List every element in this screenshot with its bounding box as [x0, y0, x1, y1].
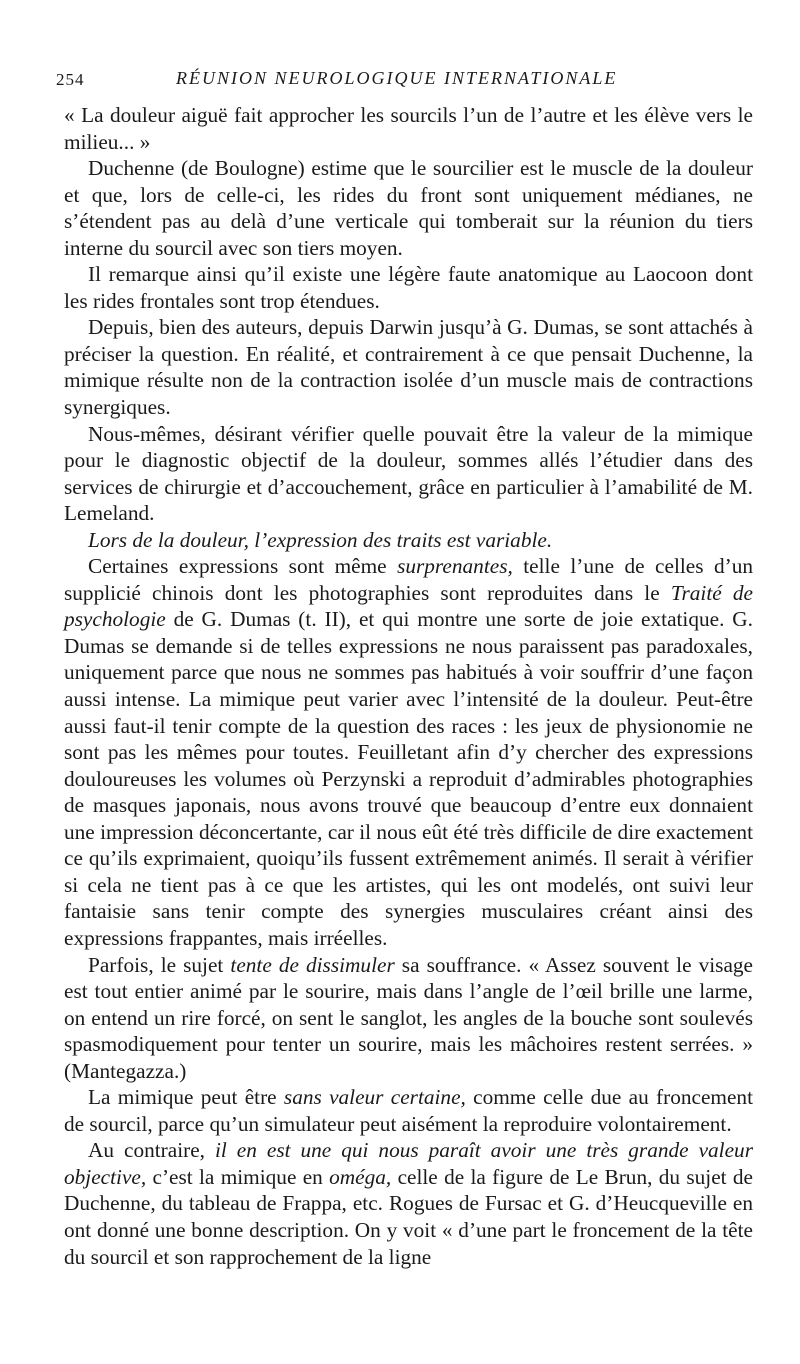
text-segment: Parfois, le sujet	[88, 952, 231, 977]
paragraph	[64, 421, 753, 527]
text-segment: « La douleur aiguë fait approcher les sourcils l’un de l’autre et les élève vers le milieu... »	[64, 103, 753, 154]
page-number: 254	[56, 70, 85, 89]
paragraph	[64, 527, 753, 554]
text-segment: celle de la figure de Le Brun, du sujet de Duchenne, du tableau de Frappa, etc. Rogues de Fursac et G. d’Heucqueville en ont donné une bonne description. On y voit « d’une part le froncement de la tête du sourcil et son rapprochement de la ligne	[64, 1164, 753, 1269]
paragraph	[64, 314, 753, 420]
text-segment: Au contraire,	[88, 1138, 215, 1163]
text-segment: c’est la mimique en	[146, 1164, 330, 1189]
text-segment: Nous-mêmes, désirant vérifier quelle pouvait être la valeur de la mimique pour le diagnostic objectif de la douleur, sommes allés l’étudier dans des services de chirurgie et d’accouchement, grâce en particulier à l’amabilité de M. Lemeland.	[64, 421, 753, 526]
paragraph	[64, 1084, 753, 1137]
italic-segment: Traité de psychologie	[64, 580, 753, 632]
italic-segment: il en est une qui nous paraît avoir une très grande valeur objective,	[64, 1138, 753, 1189]
text-segment: La mimique peut être	[88, 1085, 284, 1110]
italic-segment: surprenantes,	[397, 554, 513, 579]
text-segment: Certaines expressions sont même	[88, 554, 398, 579]
running-title: RÉUNION NEUROLOGIQUE INTERNATIONALE	[176, 68, 618, 88]
paragraph	[64, 261, 753, 314]
page-header	[56, 66, 756, 92]
paragraph	[64, 155, 753, 261]
paragraph	[64, 553, 753, 951]
text-segment: comme celle due au froncement de sourcil, parce qu’un simulateur peut aisément la reproduire volontairement.	[64, 1085, 753, 1136]
italic-segment: tente de dissimuler	[230, 952, 395, 977]
body-text	[64, 102, 753, 1270]
paragraph	[64, 1137, 753, 1270]
text-segment: Il remarque ainsi qu’il existe une légère faute anatomique au Laocoon dont les rides frontales sont trop étendues.	[64, 262, 753, 313]
text-segment: Depuis, bien des auteurs, depuis Darwin jusqu’à G. Dumas, se sont attachés à préciser la question. En réalité, et contrairement à ce que pensait Duchenne, la mimique résulte non de la contraction isolée d’un muscle mais de contractions synergiques.	[64, 315, 753, 420]
paragraph	[64, 952, 753, 1085]
text-segment: de G. Dumas (t. II), et qui montre une sorte de joie extatique. G. Dumas se demande si de telles expressions ne nous paraissent pas paradoxales, uniquement parce que nous ne sommes pas habitués à voir souffrir d’une façon aussi intense. La mimique peut varier avec l’intensité de la douleur. Peut-être aussi faut-il tenir compte de la question des races : les jeux de physionomie ne sont pas les mêmes pour toutes. Feuilletant afin d’y chercher des expressions douloureuses les volumes où Perzynski a reproduit d’admirables photographies de masques japonais, nous avons trouvé que beaucoup d’entre eux donnaient une impression déconcertante, car il nous eût été très difficile de dire exactement ce qu’ils exprimaient, quoiqu’ils fussent extrêmement animés. Il serait à vérifier si cela ne tient pas à ce que les artistes, qui les ont modelés, ont suivi leur fantaisie sans tenir compte des synergies musculaires créant ainsi des expressions frappantes, mais irréelles.	[64, 607, 753, 950]
text-segment: sa souffrance. « Assez souvent le visage est tout entier animé par le sourire, mais dans l’angle de l’œil brille une larme, on entend un rire forcé, on sent le sanglot, les angles de la bouche sont soulevés spasmodiquement pour tenter un sourire, mais les mâchoires restent serrées. » (Mantegazza.)	[64, 952, 753, 1083]
text-segment: Duchenne (de Boulogne) estime que le sourcilier est le muscle de la douleur et que, lors de celle-ci, les rides du front sont uniquement médianes, ne s’étendent pas au delà d’une verticale qui tomberait sur la réunion du tiers interne du sourcil avec son tiers moyen.	[64, 156, 753, 260]
paragraph	[64, 102, 753, 155]
text-segment: telle l’une de celles d’un supplicié chinois dont les photographies sont reproduites dans le	[64, 554, 753, 605]
italic-segment: Lors de la douleur, l’expression des traits est variable.	[88, 527, 553, 552]
italic-segment: sans valeur certaine,	[283, 1085, 466, 1110]
italic-segment: oméga,	[329, 1164, 392, 1189]
